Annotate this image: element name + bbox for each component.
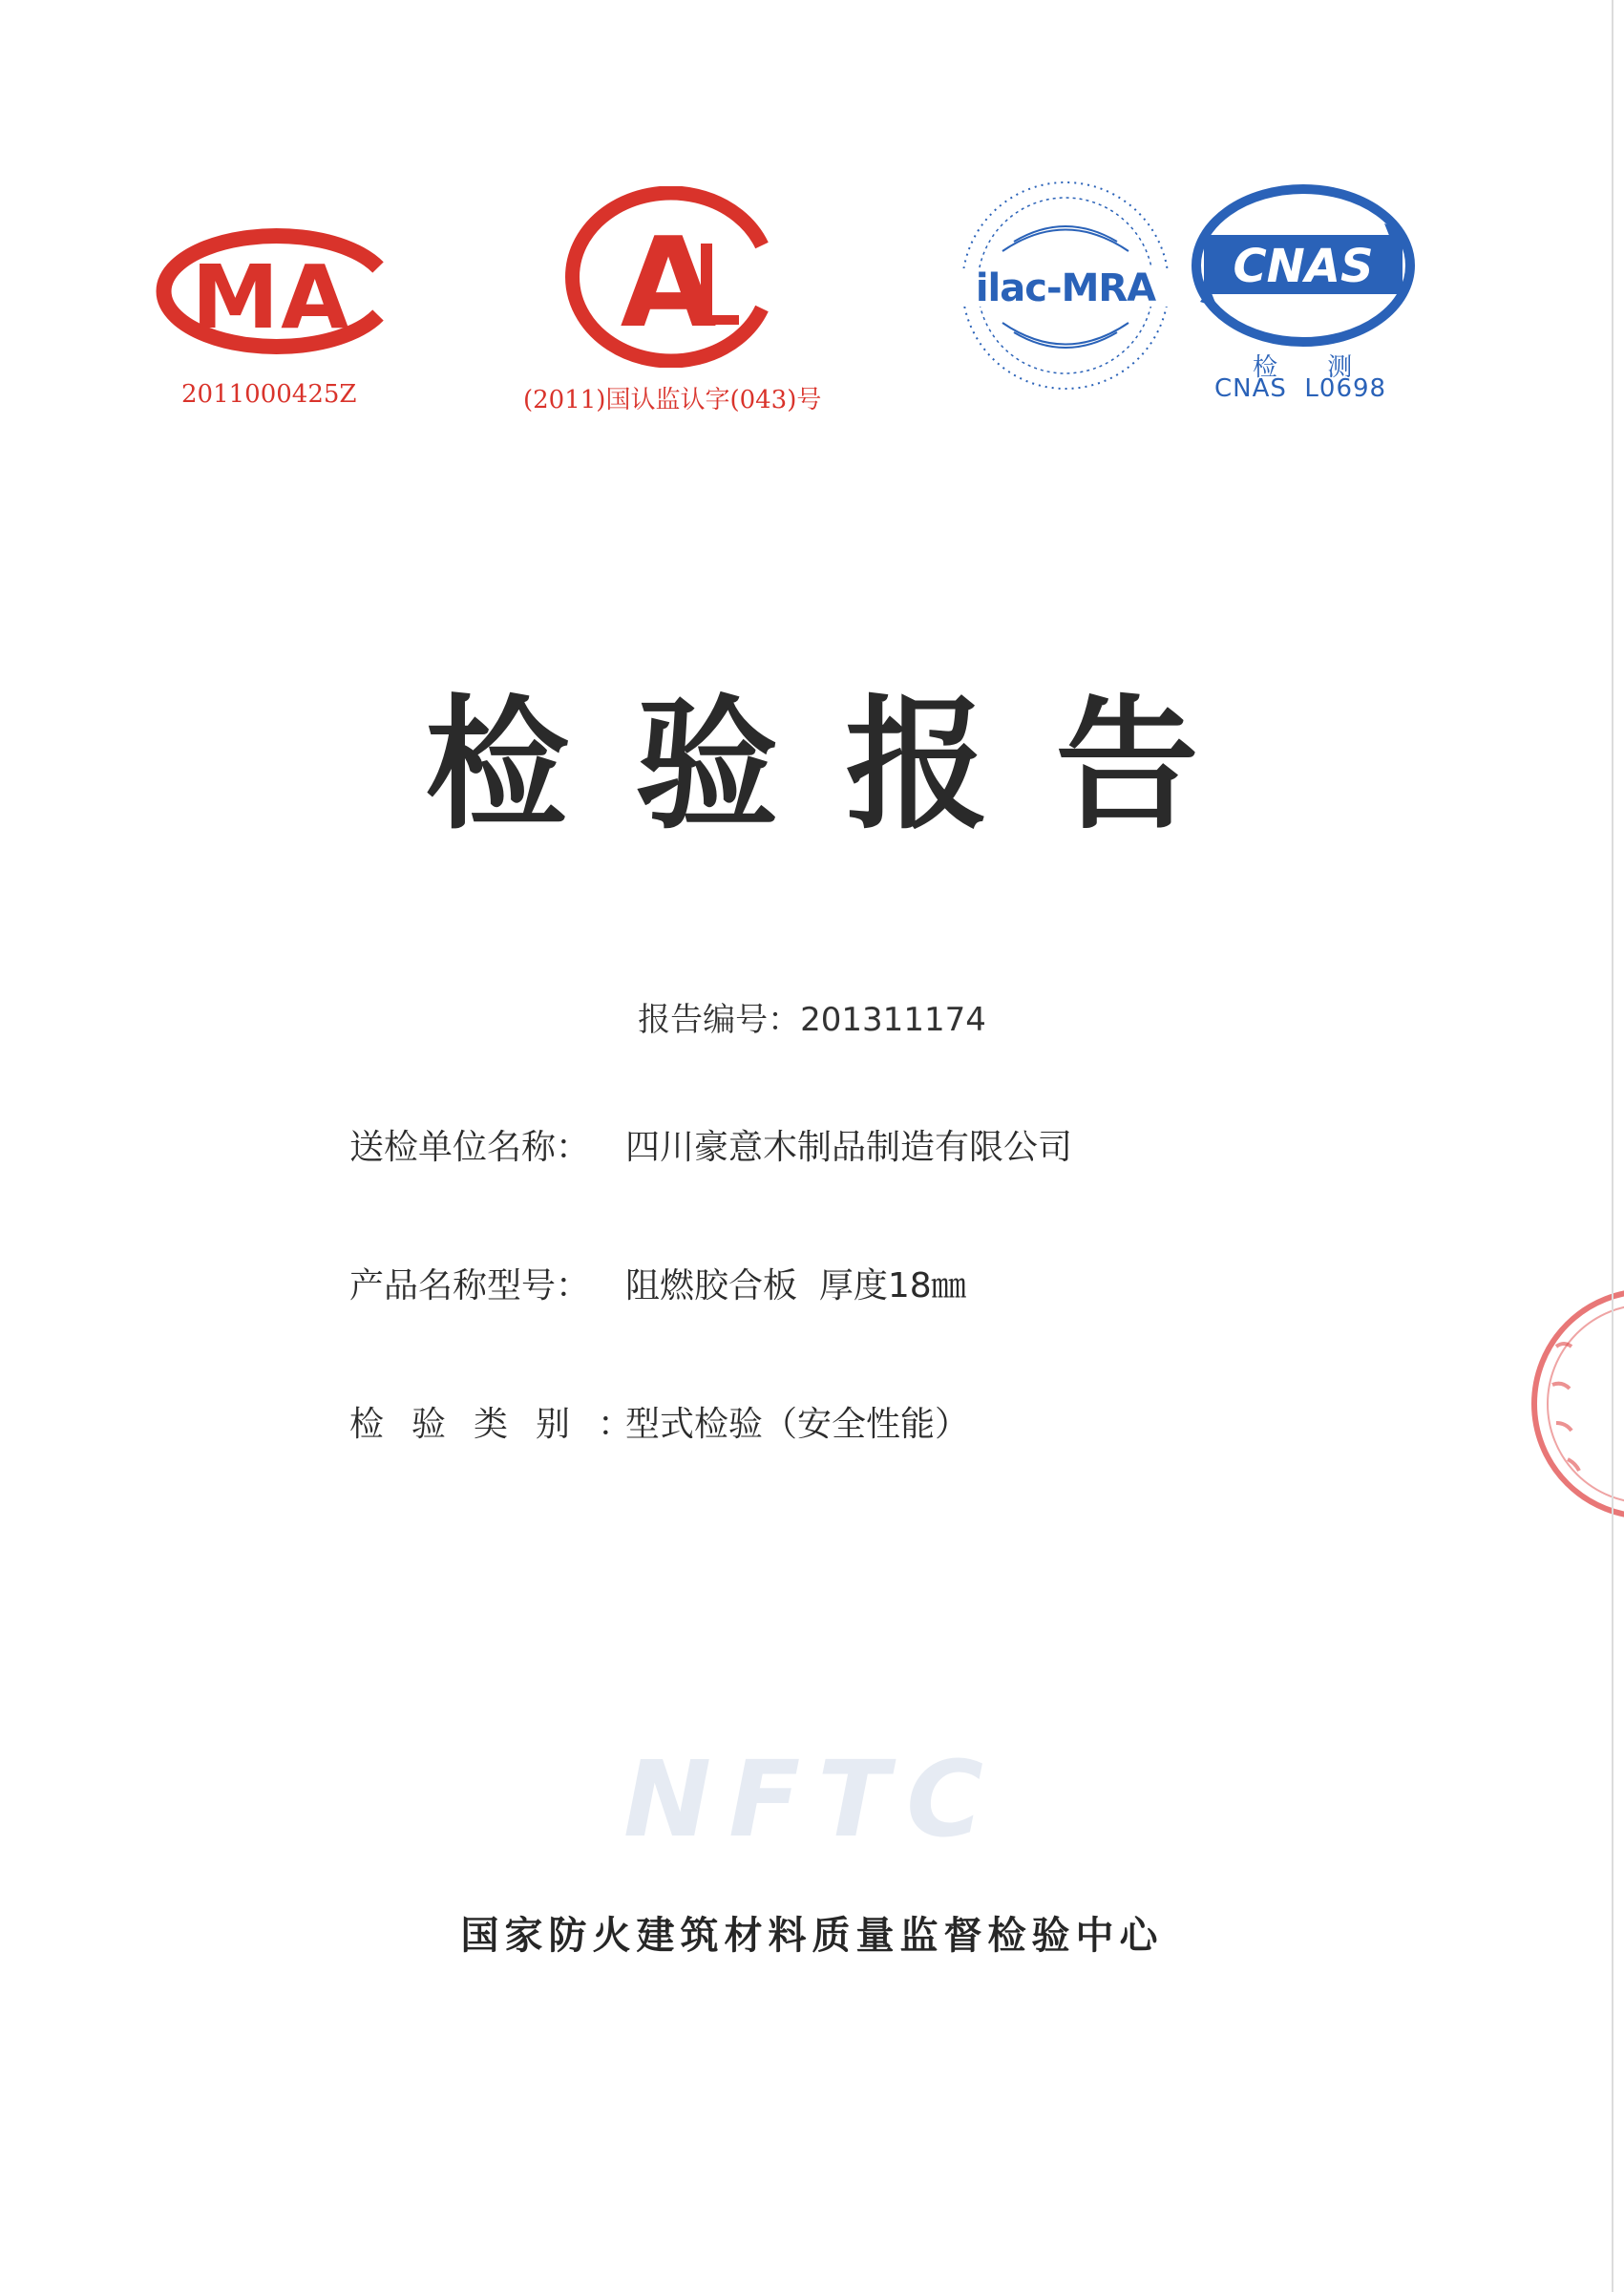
- product-value: 阻燃胶合板 厚度18㎜: [625, 1266, 966, 1305]
- client-label: 送检单位名称：: [349, 1128, 591, 1167]
- cal-number: (2011)国认监认字(043)号: [523, 386, 822, 414]
- report-number-line: [0, 993, 1624, 1040]
- ilac-mra-mark: ilac-MRA: [975, 266, 1156, 310]
- cal-logo-mark: A: [620, 210, 717, 355]
- cnas-code: CNAS L0698: [1214, 374, 1387, 403]
- cnas-caption-cn: 检 测: [1253, 353, 1374, 382]
- page-title: 检验报告: [425, 683, 1266, 849]
- scan-edge-divider: [1612, 0, 1613, 2292]
- cnas-mark: CNAS: [1233, 240, 1374, 293]
- report-number-value: 201311174: [800, 1001, 986, 1039]
- ilac-mra-logo-icon: [955, 175, 1176, 396]
- cma-logo-mark: MA: [191, 246, 351, 349]
- cnas-logo-icon: [1189, 181, 1418, 353]
- nftc-watermark: NFTC: [623, 1738, 1001, 1860]
- report-number-label: 报告编号：: [638, 1001, 801, 1039]
- inspection-type-label: 检验类别：: [349, 1405, 661, 1444]
- cma-number: 2011000425Z: [181, 380, 357, 409]
- issuing-organization: 国家防火建筑材料质量监督检验中心: [460, 1914, 1164, 1958]
- official-seal-icon: [1518, 1280, 1624, 1528]
- cma-logo-icon: [151, 224, 399, 358]
- cal-logo-icon: [561, 186, 791, 368]
- client-value: 四川豪意木制品制造有限公司: [625, 1128, 1073, 1167]
- inspection-type-value: 型式检验（安全性能）: [625, 1405, 970, 1444]
- product-label: 产品名称型号：: [349, 1266, 591, 1305]
